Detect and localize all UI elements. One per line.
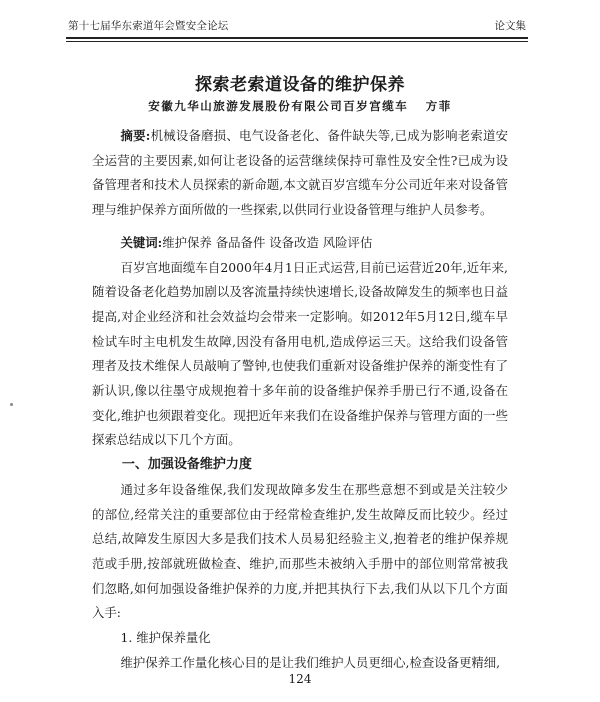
scan-speck (10, 403, 13, 406)
abstract-label: 摘要: (120, 128, 151, 143)
section-paragraph: 通过多年设备维保,我们发现故障多发生在那些意想不到或是关注较少的部位,经常关注的重要部位由于经常检查维护,发生故障反而比较少。经过总结,故障发生原因大多是我们技术人员易犯经验主义,抱着老的维护保养规范或手册,按部就班做检查、维护,而那些未被纳入手册中的部位则常常被我们忽略,如何加强设备维护保养的力度,并把其执行下去,我们从以下几个方面入手: (92, 481, 508, 621)
subsection-paragraph: 维护保养工作量化核心目的是让我们维护人员更细心,检查设备更精细, (120, 654, 501, 670)
running-header (68, 18, 526, 34)
keywords-label: 关键词: (120, 234, 163, 250)
author-name: 方菲 (425, 99, 452, 113)
section-heading: 一、加强设备维护力度 (121, 457, 252, 473)
article-title: 探索老索道设备的维护保养 (195, 75, 405, 95)
header-rule (66, 37, 528, 42)
header-conference-title: 第十七届华东索道年会暨安全论坛 (68, 20, 229, 32)
abstract (92, 124, 508, 223)
author-line (0, 98, 600, 114)
author-organization: 安徽九华山旅游发展股份有限公司百岁宫缆车 (148, 99, 409, 113)
subsection-heading: 1. 维护保养量化 (120, 630, 211, 646)
keywords-text: 维护保养 备品备件 设备改造 风险评估 (162, 234, 373, 250)
header-collection-label: 论文集 (494, 20, 526, 32)
page-number: 124 (288, 672, 312, 686)
intro-paragraph: 百岁宫地面缆车自2000年4月1日正式运营,目前已运营近20年,近年来,随着设备老化趋势加剧以及客流量持续快速增长,设备故障发生的频率也日益提高,对企业经济和社会效益均会带来一定影响。如2012年5月12日,缆车早检试车时主电机发生故障,因没有备用电机,造成停运三天。这给我们设备管理者及技术维保人员敲响了警钟,也使我们重新对设备维护保养的渐变性有了新认识,像以往墨守成规抱着十多年前的设备维护保养手册已行不通,设备在变化,维护也须跟着变化。现把近年来我们在设备维护保养与管理方面的一些探索总结成以下几个方面。 (92, 259, 508, 448)
abstract-text: 机械设备磨损、电气设备老化、备件缺失等,已成为影响老索道安全运营的主要因素,如何让老设备的运营继续保持可靠性及安全性?已成为设备管理者和技术人员探索的新命题,本文就百岁宫缆车分公司近年来对设备管理与维护保养方面所做的一些探索,以供同行业设备管理与维护人员参考。 (92, 128, 508, 218)
keywords (92, 231, 508, 256)
article-body (92, 124, 508, 675)
